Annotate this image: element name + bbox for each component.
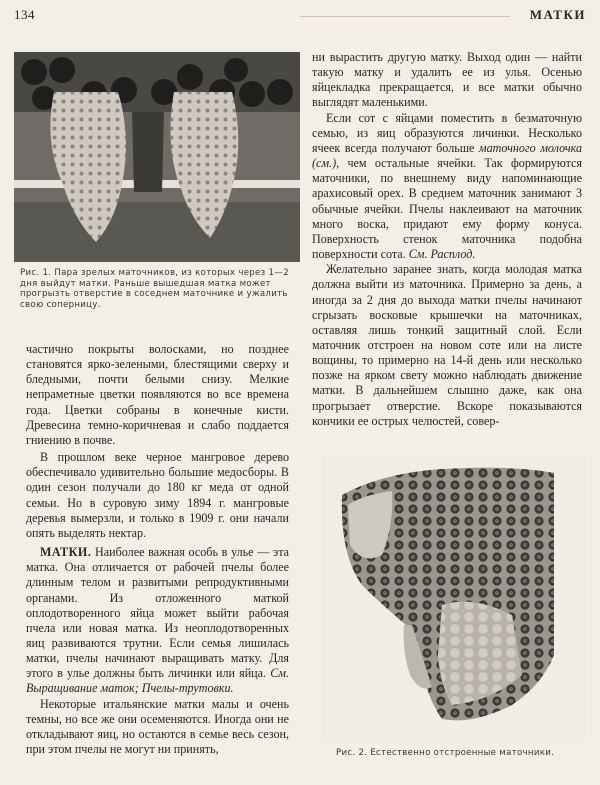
cross-reference-royal-jelly: маточного молочка (см.)	[312, 140, 582, 171]
cross-reference: См. Выращивание маток; Пчелы-трутовки.	[26, 666, 289, 696]
natural-queen-cells-photo	[322, 455, 586, 738]
figure2-caption	[336, 748, 586, 759]
page-number: 134	[14, 7, 35, 22]
right-column	[312, 50, 582, 429]
figure1-caption	[20, 268, 300, 310]
left-paragraph-2: В прошлом веке черное мангровое дерево обеспечивало удивительно большие медосборы. В один сезон получали до 180 кг меда от одной семьи. Но в суровую зиму 1894 г. мангровые деревья вымерзли, и только в 1909 г. они начали опять выделять нектар.	[26, 450, 289, 540]
figure2-text: Естественно отстроенные маточники.	[370, 748, 555, 758]
queen-cells-photo	[14, 52, 300, 262]
right-paragraph-0: ни вырастить другую матку. Выход один — найти такую матку и удалить ее из улья. Осенью яйцекладка прекращается, и все матки обычно выглядят маленькими.	[312, 50, 582, 110]
right-paragraph-2: Желательно заранее знать, когда молодая матка должна выйти из маточника. Примерно за день, а иногда за 2 дня до выхода матки пчелы начинают сгрызать восковые крышечки на маточниках, оставляя лишь тонкий защитный слой. Если маточник отстроен на новом соте или на листе вощины, то примерно на 14-й день или несколько позже на ярком свету можно наблюдать движение матки. В дальнейшем слышно даже, как она прогрызает отверстие. Вскоре показываются кончики ее острых челюстей, совер-	[312, 262, 582, 428]
running-title: МАТКИ	[529, 7, 586, 22]
header-rule	[300, 16, 510, 17]
left-column	[26, 342, 289, 757]
figure2-label: Рис. 2.	[336, 748, 368, 758]
left-paragraph-4: Некоторые итальянские матки малы и очень темны, но все же они осеменяются. Иногда они не откладывают яиц, но остаются в семье весь сезон, при этом пчелы не могут ни принять,	[26, 696, 289, 757]
right-paragraph-1b: , чем остальные ячейки. Так формируются маточники, по внешнему виду напоминающие арахисовый орех. В среднем маточник занимают 3 обычные ячейки. Пчелы наклеивают на маточник много воска, придают ему форму конуса. Поверхность стенок маточника подобна поверхности сота.	[312, 156, 582, 262]
article-queens	[26, 545, 289, 697]
figure1-text: Пара зрелых маточников, из которых через 1—2 дня выйдут матки. Раньше вышедшая матка может прогрызть отверстие в соседнем маточнике и ужалить свою соперницу.	[20, 268, 289, 310]
left-paragraph-1: частично покрыты волосками, но позднее становятся ярко-зелеными, блестящими сверху и бледными, почти белыми снизу. Мелкие непраметные цветки появляются во все времена года. Цветки собраны в конечные кисти. Древесина темно-коричневая и слабо поддается гниению в почве.	[26, 342, 289, 447]
figure1-label: Рис. 1.	[20, 268, 52, 278]
figure1-photo	[14, 52, 300, 262]
article-term: МАТКИ.	[40, 545, 92, 560]
figure2-photo	[322, 455, 586, 738]
article-body: Наиболее важная особь в улье — эта матка. Она отличается от рабочей пчелы более длинным телом и развитыми репродуктивными органами. Из отложенного маткой оплодотворенного яйца может выйти рабочая пчела или новая матка. Из неоплодотворенных яиц развиваются трутни. Если семья лишилась матки, пчелы начинают выращивать матку. Для этого в улье должны быть личинки или яйца.	[26, 545, 289, 681]
right-paragraph-1	[312, 111, 582, 263]
right-paragraph-1a: Если сот с яйцами поместить в безматочную семью, из яиц образуются личинки. Несколько ячеек всегда получают больше	[312, 110, 582, 155]
cross-reference-brood: См. Расплод.	[408, 247, 476, 262]
